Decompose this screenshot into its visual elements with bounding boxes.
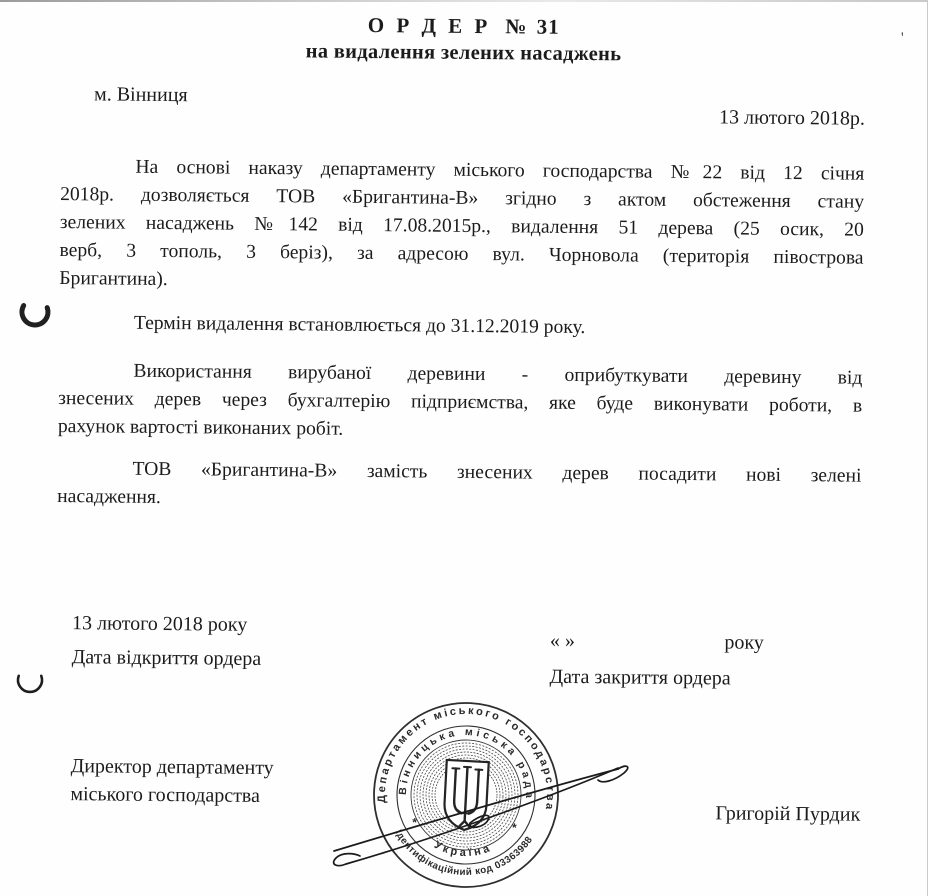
stamp-id-code-text: Ідентифікаційний код 03363988 [392,828,536,879]
paragraph-basis [0,152,926,301]
signer-position [70,752,274,810]
scan-stray-mark: ' [901,30,904,46]
paragraph-replanting [0,454,924,519]
paragraph-line: Термін видалення встановлюється до 31.12.2019 року. [133,312,586,339]
paragraph-wood-use [0,356,925,449]
signer-name: Григорій Пурдик [715,802,861,826]
title-number: № 31 [505,14,560,39]
signer-position-line1: Директор департаменту [70,755,274,780]
document-date: 13 лютого 2018р. [718,106,866,130]
document-subtitle: на видалення зелених насаджень [305,40,622,66]
paragraph-term [0,308,925,345]
stamp-star-left: * [411,815,418,830]
paragraph-line: Бригантина). [59,268,168,291]
meta-row [0,81,927,131]
closing-date-block [549,627,764,693]
paragraph-line: знесених дерев через бухгалтерію підприємства, яке буде виконувати роботи, в [58,388,863,417]
opening-date-label: Дата відкриття ордера [71,646,262,670]
stamp-country-text: Україна [432,838,494,860]
paragraph-line: насадження. [57,485,161,508]
paragraph-line: 2018р. дозволяється ТОВ «Бригантина-В» згідно з актом обстеження стану [60,184,865,213]
stamp-star-right: * [511,820,518,835]
stamp-inner-ring-text: Вінницька міська рада [396,725,536,802]
title-word: О Р Д Е Р [367,12,490,39]
signer-position-line2: міського господарства [70,783,261,807]
order-dates-section [0,608,922,694]
closing-date-label: Дата закриття ордера [549,665,731,690]
closing-date-line [550,627,764,657]
opening-date-block [71,609,392,689]
opening-date-value: 13 лютого 2018 року [71,612,248,636]
closing-year-word: року [724,631,764,654]
stamp-outer-ring-text: Департамент міського господарства [375,704,557,813]
signature-scribble [318,738,642,882]
paragraph-line: Використання вирубаної деревини - оприбуткувати деревину від [133,360,863,389]
paragraph-line: На основі наказу департаменту міського господарства №22 від 12 січня [135,156,865,185]
paragraph-line: зелених насаджень №142 від 17.08.2015р., видалення 51 дерева (25 осик, 20 [59,212,864,241]
city-label: м. Вінниця [93,83,188,107]
paragraph-line: рахунок вартості виконаних робіт. [57,416,344,440]
paragraph-line: ТОВ «Бригантина-В» замість знесених дерев посадити нові зелені [132,458,862,487]
paragraph-line: верб, 3 тополь, 3 беріз), за адресою вул. Чорновола (територія півострова [59,240,864,269]
closing-date-placeholder: « » [549,629,575,652]
